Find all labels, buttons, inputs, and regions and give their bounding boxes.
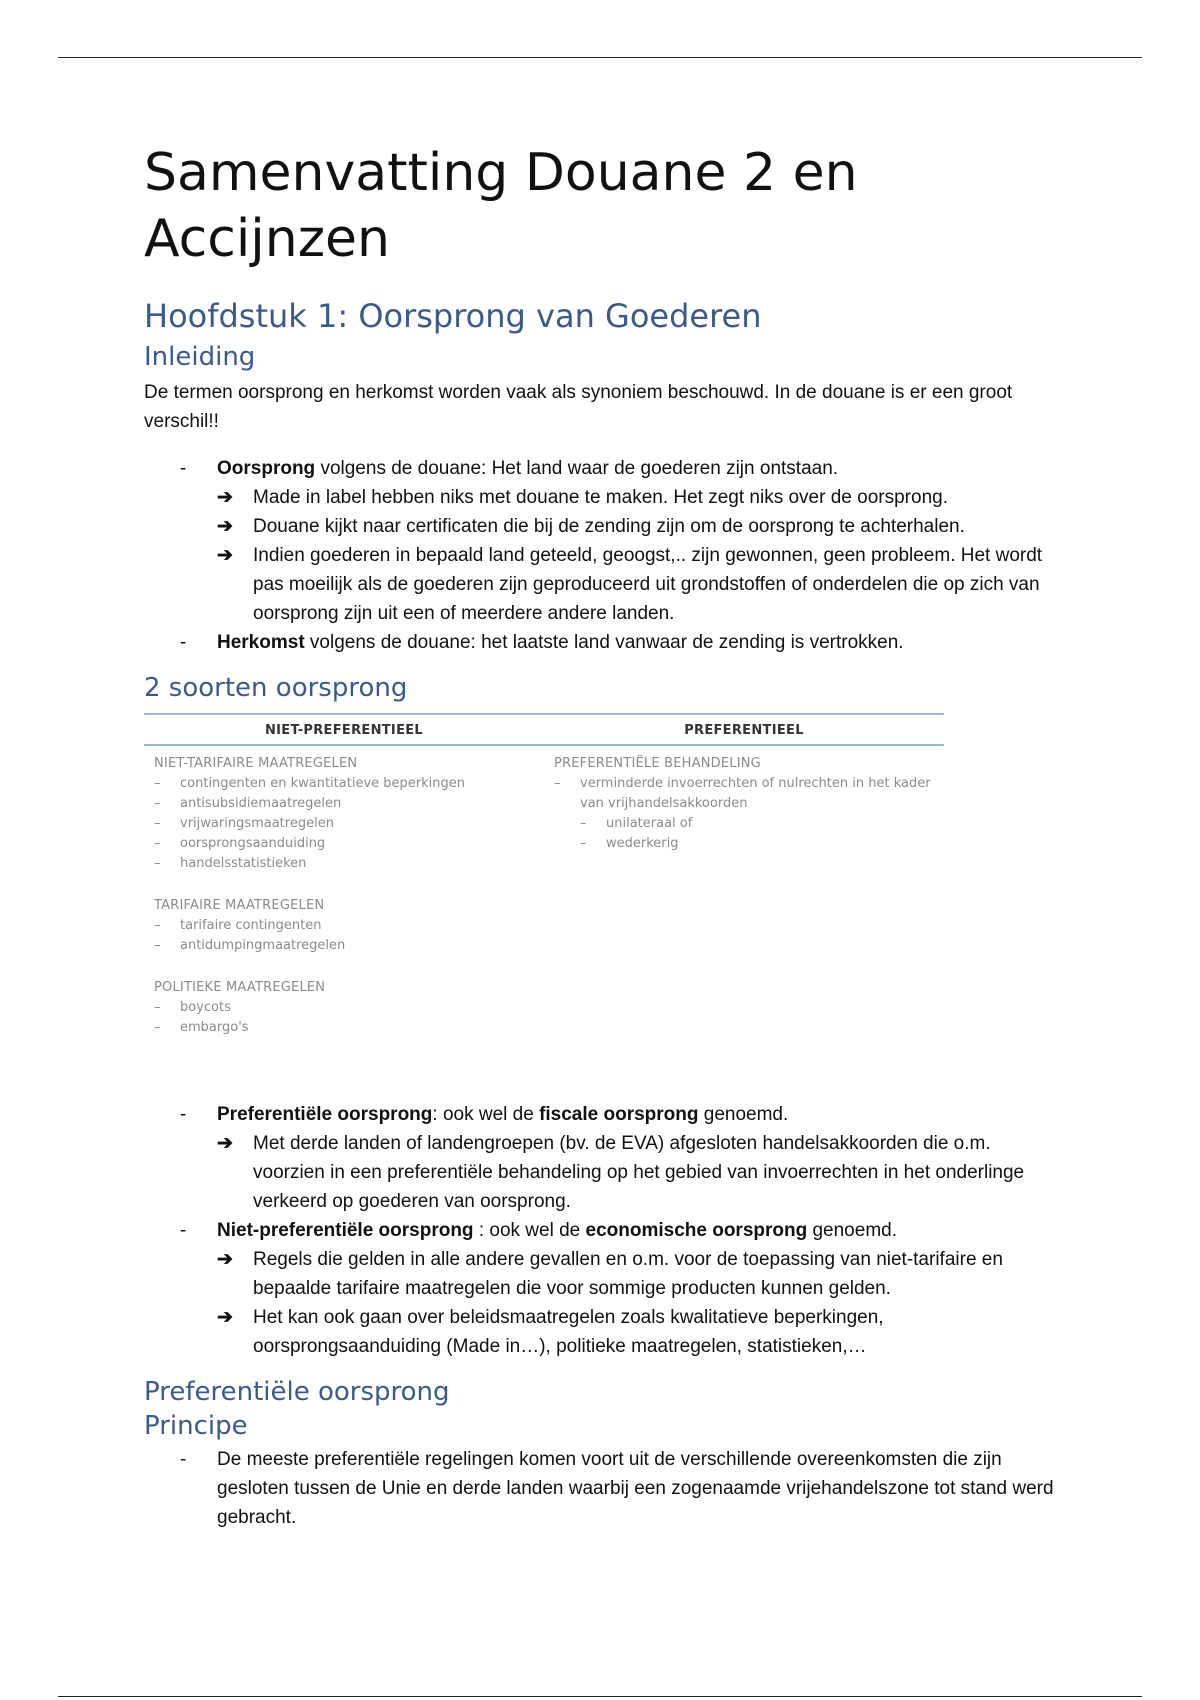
group-item xyxy=(154,774,544,794)
arrow-icon: ➔ xyxy=(217,1249,233,1270)
group-item xyxy=(154,936,544,956)
group-item-text: vrijwaringsmaatregelen xyxy=(180,816,334,831)
list-item xyxy=(144,1100,1064,1216)
term-text: volgens de douane: het laatste land vanwaar de zending is vertrokken. xyxy=(304,632,904,653)
dash-bullet: - xyxy=(180,632,187,653)
group-item-text: verminderde invoerrechten of nulrechten in het kader van vrijhandelsakkoorden xyxy=(580,776,931,811)
arrow-item xyxy=(217,512,1064,541)
chapter-heading: Hoofdstuk 1: Oorsprong van Goederen xyxy=(144,297,762,335)
arrow-text: Met derde landen of landengroepen (bv. de EVA) afgesloten handelsakkoorden die o.m. voorzien in een preferentiële behandeling op het gebied van invoerrechten in het onderlinge verkeerd op goederen van oorsprong. xyxy=(253,1133,1025,1212)
group-item-text: antidumpingmaatregelen xyxy=(180,938,346,953)
dash-bullet: – xyxy=(580,836,587,851)
top-rule xyxy=(58,57,1142,58)
dash-bullet: - xyxy=(180,458,187,479)
list-item xyxy=(144,454,1064,628)
group-item xyxy=(154,998,544,1018)
measure-group xyxy=(154,754,544,874)
group-item-text: boycots xyxy=(180,1000,231,1015)
group-subitem xyxy=(554,814,944,834)
header-preferentieel: PREFERENTIEEL xyxy=(684,723,804,738)
term-text: : ook wel de xyxy=(432,1104,540,1125)
list-item xyxy=(144,628,1064,657)
table-body xyxy=(144,746,944,1060)
document-title: Samenvatting Douane 2 en Accijnzen xyxy=(144,143,858,269)
arrow-icon: ➔ xyxy=(217,545,233,566)
group-title: NIET-TARIFAIRE MAATREGELEN xyxy=(154,756,358,771)
group-item-text: embargo's xyxy=(180,1020,249,1035)
measure-group xyxy=(154,896,544,956)
term-text: genoemd. xyxy=(807,1220,897,1241)
arrow-list xyxy=(217,483,1064,628)
dash-bullet: – xyxy=(154,796,161,811)
list-item xyxy=(144,1216,1064,1361)
term-bold: Herkomst xyxy=(217,632,305,653)
dash-bullet: – xyxy=(154,816,161,831)
group-title: PREFERENTIËLE BEHANDELING xyxy=(554,756,761,771)
dash-bullet: - xyxy=(180,1104,187,1125)
arrow-icon: ➔ xyxy=(217,487,233,508)
term-bold: Preferentiële oorsprong xyxy=(217,1104,433,1125)
types-heading: 2 soorten oorsprong xyxy=(144,673,408,703)
group-item xyxy=(154,834,544,854)
origin-kinds-list xyxy=(144,1100,1064,1361)
arrow-item xyxy=(217,483,1064,512)
group-subitem xyxy=(554,834,944,854)
term-bold: economische oorsprong xyxy=(585,1220,808,1241)
intro-paragraph: De termen oorsprong en herkomst worden vaak als synoniem beschouwd. In de douane is er een groot verschil!! xyxy=(144,382,1013,432)
arrow-list xyxy=(217,1245,1064,1361)
column-left xyxy=(144,754,544,1060)
origin-types-table xyxy=(144,713,944,1060)
group-item xyxy=(554,774,944,814)
table-header xyxy=(144,713,944,746)
dash-bullet: – xyxy=(154,856,161,871)
group-item-text: contingenten en kwantitatieve beperkingen xyxy=(180,776,465,791)
dash-bullet: – xyxy=(154,918,161,933)
arrow-item xyxy=(217,1303,1064,1361)
header-niet-preferentieel: NIET-PREFERENTIEEL xyxy=(264,723,424,738)
group-item xyxy=(154,916,544,936)
origin-list xyxy=(144,454,1064,657)
arrow-list xyxy=(217,1129,1064,1216)
principle-list xyxy=(144,1445,1064,1532)
term-text: volgens de douane: Het land waar de goederen zijn ontstaan. xyxy=(315,458,839,479)
bottom-rule xyxy=(58,1696,1142,1697)
measure-group xyxy=(154,978,544,1038)
group-item-text: tarifaire contingenten xyxy=(180,918,322,933)
group-item xyxy=(154,1018,544,1038)
dash-bullet: - xyxy=(180,1449,187,1470)
arrow-item xyxy=(217,541,1064,628)
dash-bullet: – xyxy=(580,816,587,831)
dash-bullet: – xyxy=(154,938,161,953)
arrow-item xyxy=(217,1129,1064,1216)
group-item-text: antisubsidiemaatregelen xyxy=(180,796,342,811)
group-item-text: wederkerig xyxy=(606,836,679,851)
arrow-item xyxy=(217,1245,1064,1303)
document-page xyxy=(144,140,1064,1532)
dash-bullet: – xyxy=(154,776,161,791)
term-bold: Niet-preferentiële oorsprong xyxy=(217,1220,474,1241)
group-item xyxy=(154,794,544,814)
dash-bullet: – xyxy=(154,1000,161,1015)
group-item xyxy=(154,854,544,874)
column-right xyxy=(544,754,944,1060)
arrow-icon: ➔ xyxy=(217,516,233,537)
dash-bullet: – xyxy=(154,836,161,851)
arrow-icon: ➔ xyxy=(217,1133,233,1154)
arrow-text: Made in label hebben niks met douane te maken. Het zegt niks over de oorsprong. xyxy=(253,487,948,508)
arrow-text: Regels die gelden in alle andere gevallen en o.m. voor de toepassing van niet-tarifaire en bepaalde tarifaire maatregelen die voor sommige producten kunnen gelden. xyxy=(253,1249,1003,1299)
dash-bullet: – xyxy=(154,1020,161,1035)
term-bold: Oorsprong xyxy=(217,458,316,479)
intro-heading: Inleiding xyxy=(144,342,256,372)
dash-bullet: – xyxy=(554,776,561,791)
term-text: : ook wel de xyxy=(473,1220,586,1241)
arrow-text: Het kan ook gaan over beleidsmaatregelen zoals kwalitatieve beperkingen, oorsprongsaanduiding (Made in…), politieke maatregelen, statistieken,… xyxy=(253,1307,884,1357)
term-bold: fiscale oorsprong xyxy=(539,1104,699,1125)
group-title: TARIFAIRE MAATREGELEN xyxy=(154,898,325,913)
term-text: genoemd. xyxy=(698,1104,789,1125)
measure-group xyxy=(554,754,944,854)
principle-heading: Principe xyxy=(144,1411,248,1441)
arrow-icon: ➔ xyxy=(217,1307,233,1328)
principle-text: De meeste preferentiële regelingen komen voort uit de verschillende overeenkomsten die zijn gesloten tussen de Unie en derde landen waarbij een zogenaamde vrijehandelszone tot stand werd gebracht. xyxy=(217,1449,1054,1528)
group-item-text: unilateraal of xyxy=(606,816,693,831)
group-title: POLITIEKE MAATREGELEN xyxy=(154,980,326,995)
arrow-text: Douane kijkt naar certificaten die bij de zending zijn om de oorsprong te achterhalen. xyxy=(253,516,965,537)
group-item xyxy=(154,814,544,834)
group-item-text: handelsstatistieken xyxy=(180,856,307,871)
preferential-heading: Preferentiële oorsprong xyxy=(144,1377,450,1407)
dash-bullet: - xyxy=(180,1220,187,1241)
arrow-text: Indien goederen in bepaald land geteeld, geoogst,.. zijn gewonnen, geen probleem. Het wordt pas moeilijk als de goederen zijn geproduceerd uit grondstoffen of onderdelen die op zich van oorsprong zijn uit een of meerdere andere landen. xyxy=(253,545,1043,624)
list-item xyxy=(144,1445,1064,1532)
group-item-text: oorsprongsaanduiding xyxy=(180,836,326,851)
